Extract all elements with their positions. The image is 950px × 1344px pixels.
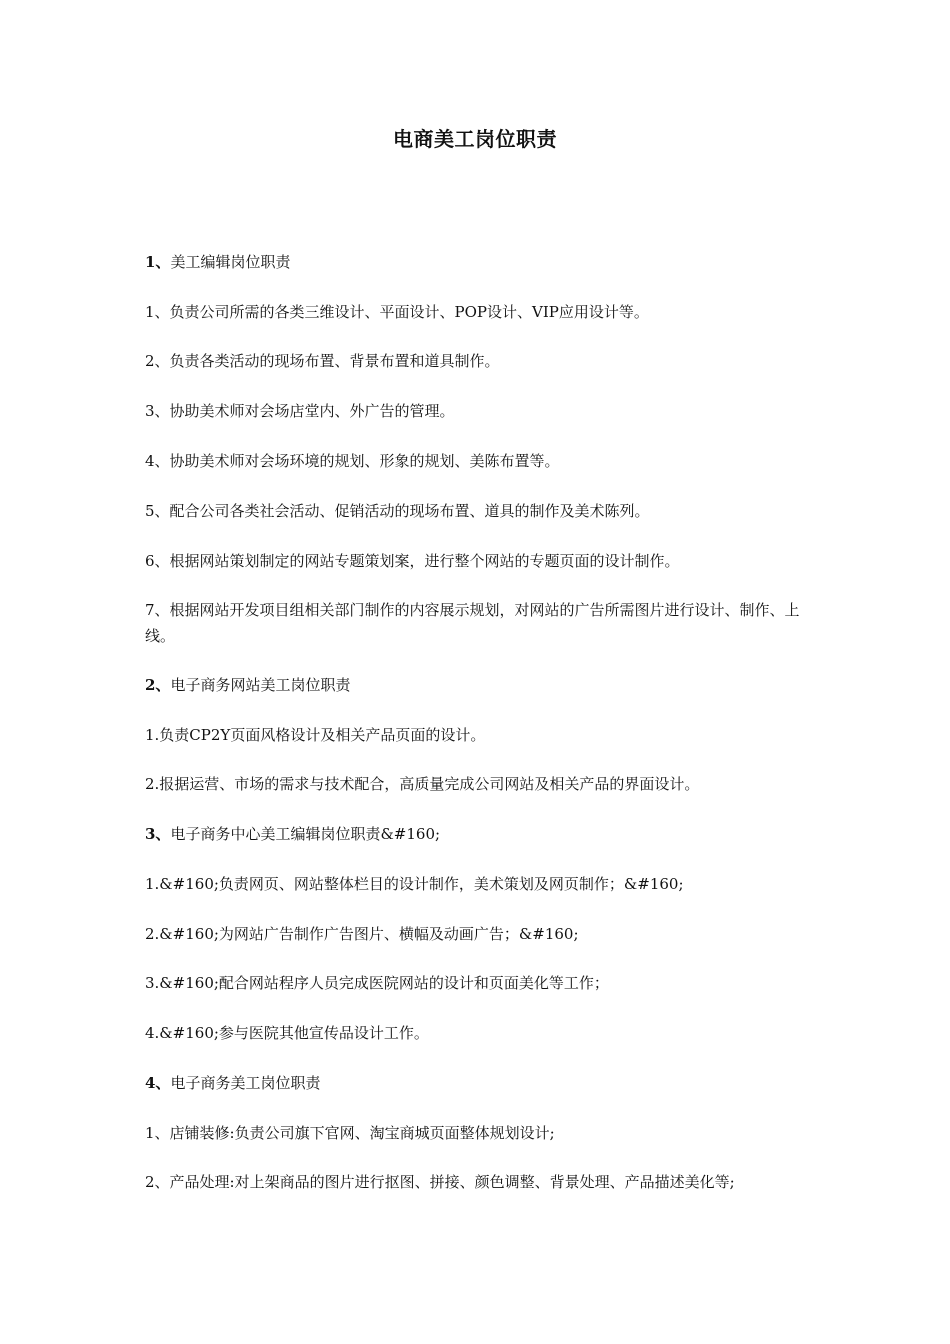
list-item: 2、产品处理:对上架商品的图片进行抠图、拼接、颜色调整、背景处理、产品描述美化等; bbox=[145, 1173, 735, 1191]
list-item: 4.&#160;参与医院其他宣传品设计工作。 bbox=[145, 1024, 429, 1042]
list-item: 3.&#160;配合网站程序人员完成医院网站的设计和页面美化等工作； bbox=[145, 974, 609, 992]
section-heading-3 bbox=[145, 821, 825, 847]
section-heading-1 bbox=[145, 249, 825, 275]
section-number: 2、 bbox=[145, 676, 171, 694]
list-item: 2.&#160;为网站广告制作广告图片、横幅及动画广告；&#160; bbox=[145, 925, 579, 943]
list-item: 6、根据网站策划制定的网站专题策划案，进行整个网站的专题页面的设计制作。 bbox=[145, 552, 680, 570]
section-heading-2 bbox=[145, 672, 825, 698]
section-heading-4 bbox=[145, 1070, 825, 1096]
section-number: 3、 bbox=[145, 825, 171, 843]
list-item: 1.负责CP2Y页面风格设计及相关产品页面的设计。 bbox=[145, 726, 486, 744]
list-item: 2、负责各类活动的现场布置、背景布置和道具制作。 bbox=[145, 352, 500, 370]
section-heading-text: 电子商务美工岗位职责 bbox=[170, 1074, 321, 1092]
section-number: 1、 bbox=[145, 253, 171, 271]
list-item: 1、店铺装修:负责公司旗下官网、淘宝商城页面整体规划设计; bbox=[145, 1124, 555, 1142]
document-title: 电商美工岗位职责 bbox=[393, 127, 557, 151]
list-item: 7、根据网站开发项目组相关部门制作的内容展示规划，对网站的广告所需图片进行设计、制作、上线。 bbox=[145, 601, 800, 645]
section-heading-text: 电子商务中心美工编辑岗位职责&#160; bbox=[170, 825, 441, 843]
list-item: 2.报据运营、市场的需求与技术配合，高质量完成公司网站及相关产品的界面设计。 bbox=[145, 775, 700, 793]
list-item: 1.&#160;负责网页、网站整体栏目的设计制作，美术策划及网页制作；&#160; bbox=[145, 875, 684, 893]
list-item: 3、协助美术师对会场店堂内、外广告的管理。 bbox=[145, 402, 455, 420]
list-item: 4、协助美术师对会场环境的规划、形象的规划、美陈布置等。 bbox=[145, 452, 560, 470]
list-item: 5、配合公司各类社会活动、促销活动的现场布置、道具的制作及美术陈列。 bbox=[145, 502, 650, 520]
section-heading-text: 电子商务网站美工岗位职责 bbox=[170, 676, 351, 694]
section-heading-text: 美工编辑岗位职责 bbox=[170, 253, 291, 271]
list-item: 1、负责公司所需的各类三维设计、平面设计、POP设计、VIP应用设计等。 bbox=[145, 303, 649, 321]
section-number: 4、 bbox=[145, 1074, 171, 1092]
